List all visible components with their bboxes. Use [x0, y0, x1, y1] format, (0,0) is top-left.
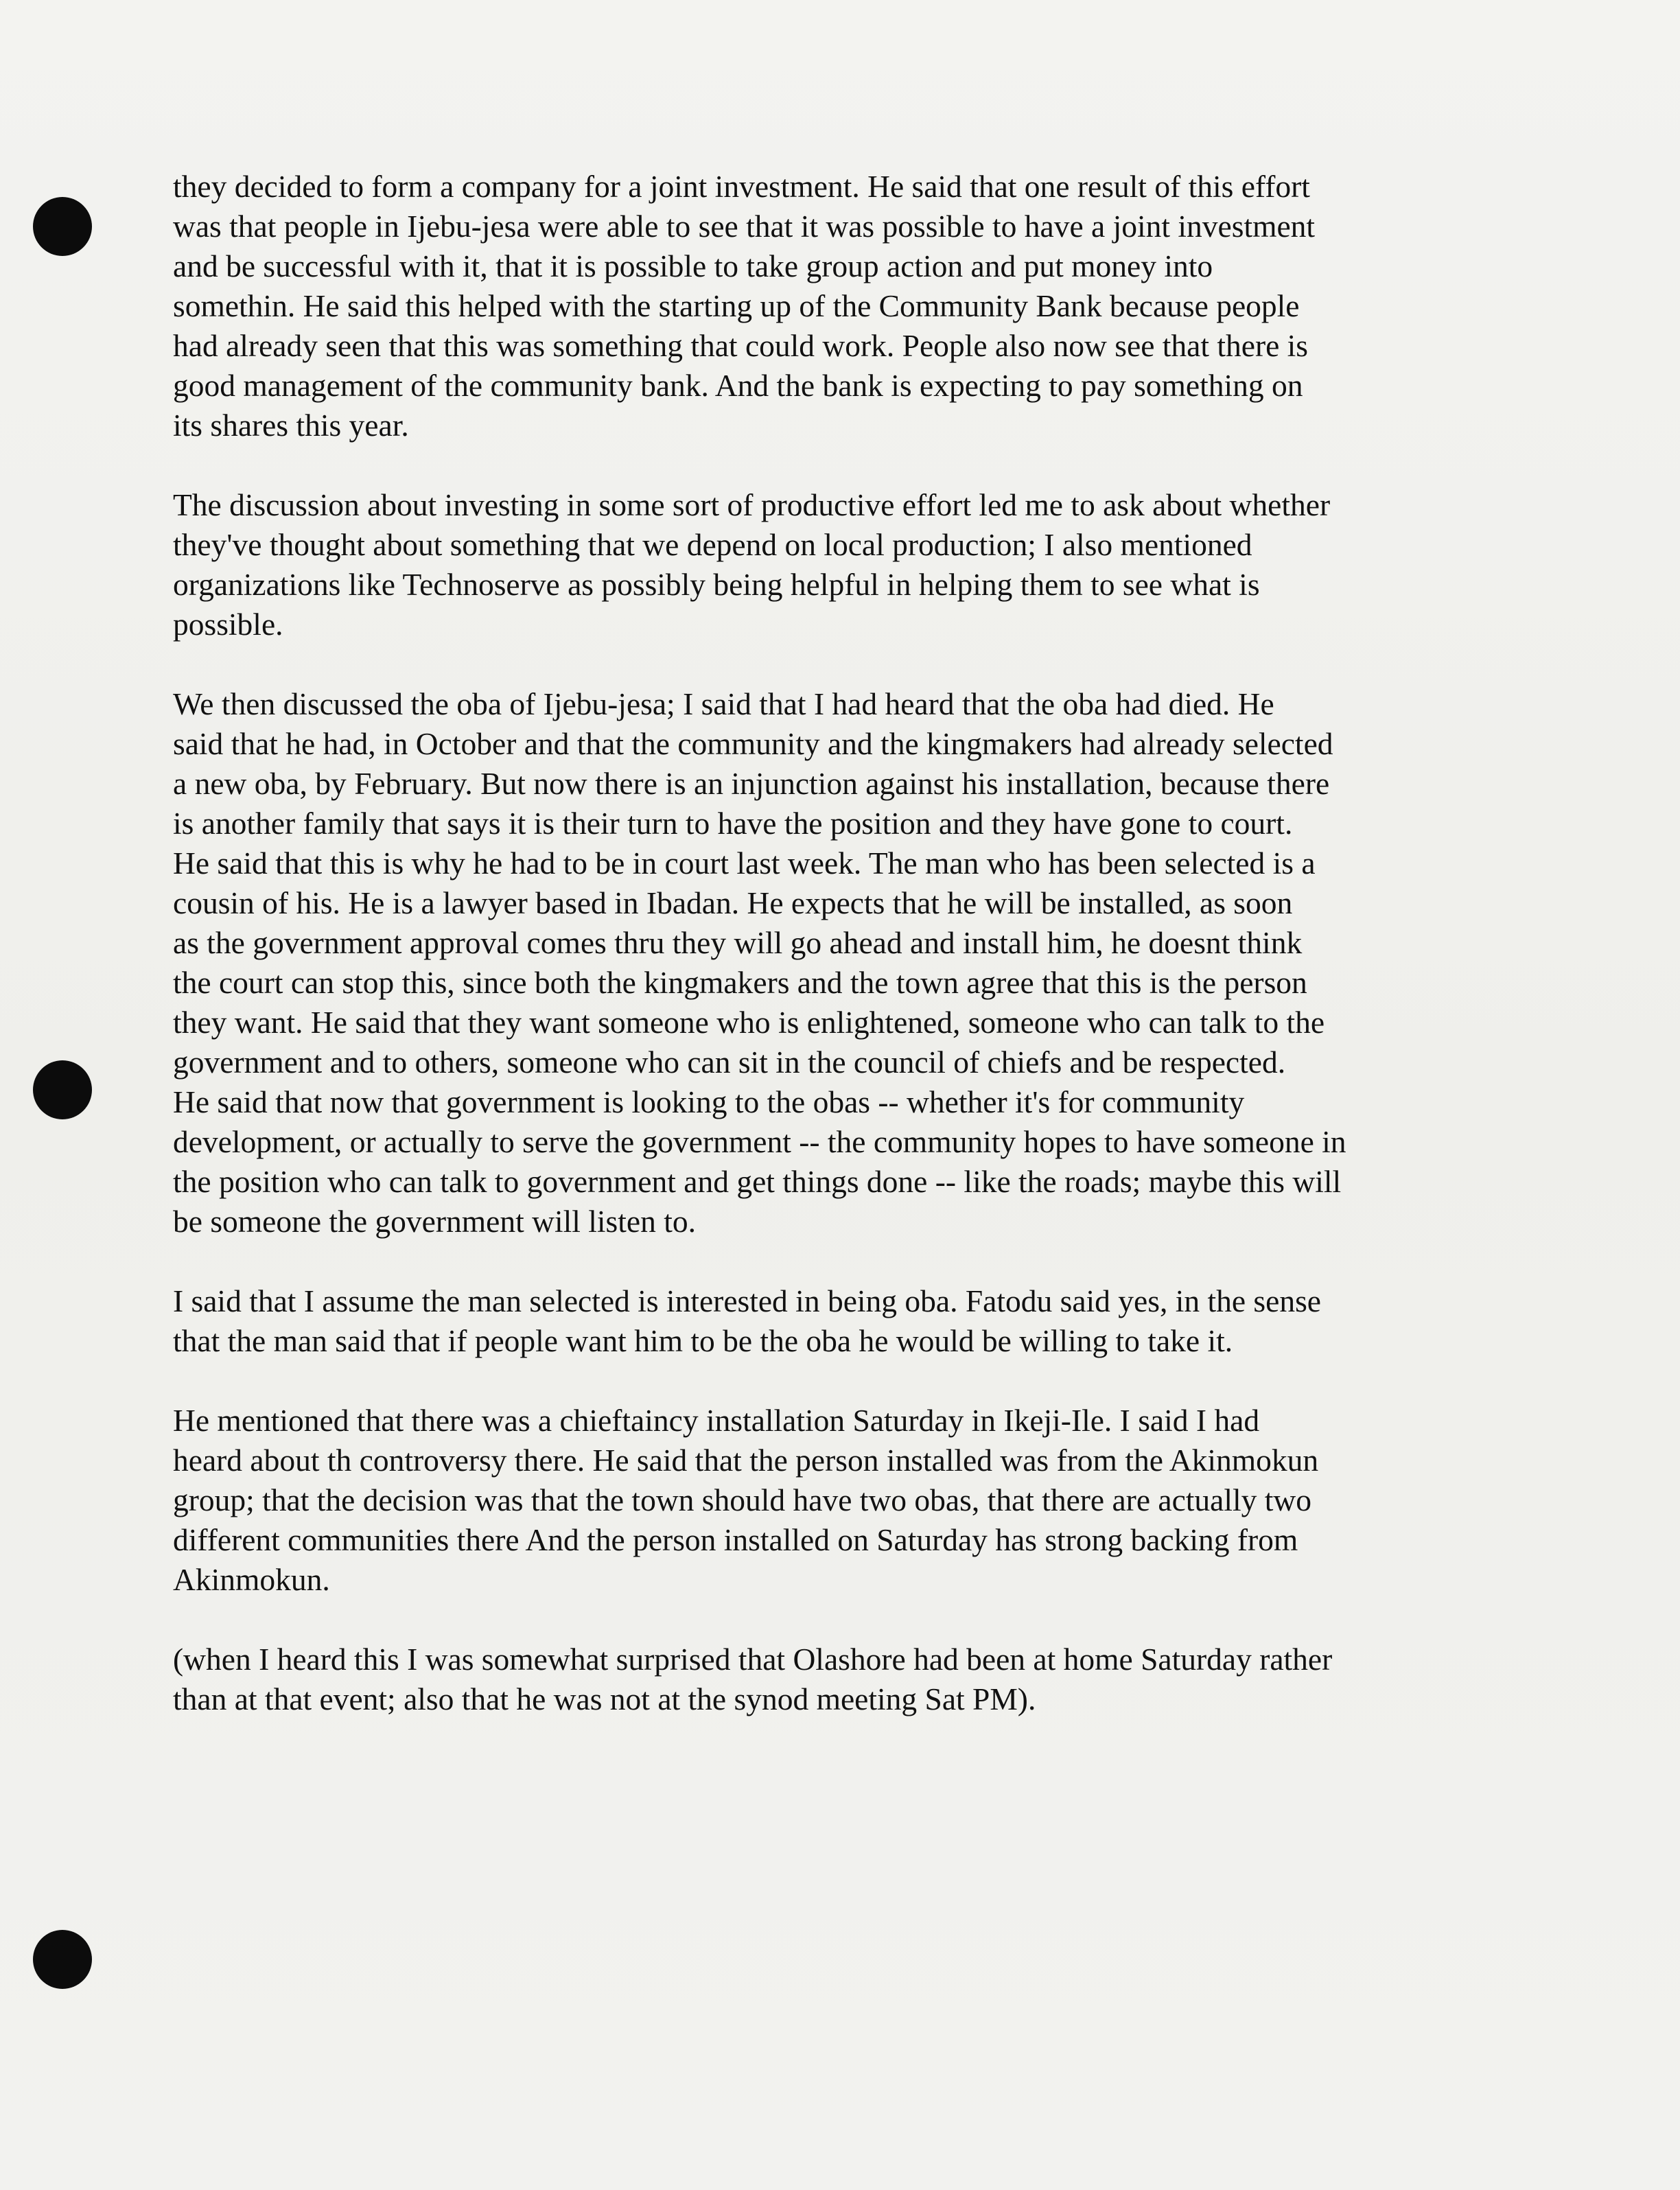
- binder-hole-middle: [33, 1060, 92, 1119]
- text-line: We then discussed the oba of Ijebu-jesa; I said that I had heard that the oba had died. He: [173, 686, 1274, 721]
- text-line: and be successful with it, that it is possible to take group action and put money into: [173, 248, 1213, 283]
- document-body: [173, 167, 1497, 1759]
- text-line: had already seen that this was something that could work. People also now see that there is: [173, 328, 1309, 363]
- text-line: government and to others, someone who can sit in the council of chiefs and be respected.: [173, 1045, 1286, 1080]
- text-line: than at that event; also that he was not at the synod meeting Sat PM).: [173, 1681, 1036, 1716]
- text-line: somethin. He said this helped with the starting up of the Community Bank because people: [173, 288, 1300, 323]
- binder-hole-bottom: [33, 1930, 92, 1989]
- text-line: as the government approval comes thru they will go ahead and install him, he doesnt think: [173, 925, 1303, 960]
- binder-hole-top: [33, 197, 92, 256]
- text-line: was that people in Ijebu-jesa were able to see that it was possible to have a joint investment: [173, 209, 1316, 244]
- text-line: its shares this year.: [173, 408, 409, 443]
- paragraph-2: [173, 485, 1497, 644]
- text-line: the position who can talk to government and get things done -- like the roads; maybe this will: [173, 1164, 1342, 1199]
- text-line: good management of the community bank. And the bank is expecting to pay something on: [173, 368, 1303, 403]
- text-line: organizations like Technoserve as possibly being helpful in helping them to see what is: [173, 567, 1260, 602]
- text-line: The discussion about investing in some sort of productive effort led me to ask about whether: [173, 487, 1331, 522]
- text-line: they decided to form a company for a joint investment. He said that one result of this effort: [173, 169, 1310, 204]
- text-line: He said that this is why he had to be in court last week. The man who has been selected is a: [173, 846, 1316, 881]
- text-line: they want. He said that they want someone who is enlightened, someone who can talk to the: [173, 1005, 1325, 1040]
- text-line: is another family that says it is their turn to have the position and they have gone to court.: [173, 806, 1293, 841]
- text-line: development, or actually to serve the government -- the community hopes to have someone in: [173, 1124, 1346, 1159]
- paragraph-6: [173, 1640, 1497, 1719]
- text-line: they've thought about something that we depend on local production; I also mentioned: [173, 527, 1252, 562]
- paragraph-1: [173, 167, 1497, 445]
- text-line: different communities there And the person installed on Saturday has strong backing from: [173, 1522, 1298, 1557]
- text-line: heard about th controversy there. He said that the person installed was from the Akinmokun: [173, 1443, 1319, 1478]
- text-line: be someone the government will listen to.: [173, 1204, 696, 1239]
- text-line: that the man said that if people want him to be the oba he would be willing to take it.: [173, 1323, 1233, 1358]
- paragraph-3: [173, 684, 1497, 1242]
- paragraph-5: [173, 1401, 1497, 1600]
- text-line: (when I heard this I was somewhat surprised that Olashore had been at home Saturday rather: [173, 1642, 1333, 1677]
- text-line: a new oba, by February. But now there is an injunction against his installation, because there: [173, 766, 1330, 801]
- text-line: Akinmokun.: [173, 1562, 330, 1597]
- text-line: He said that now that government is looking to the obas -- whether it's for community: [173, 1084, 1245, 1119]
- text-line: He mentioned that there was a chieftaincy installation Saturday in Ikeji-Ile. I said I had: [173, 1403, 1260, 1438]
- text-line: the court can stop this, since both the kingmakers and the town agree that this is the person: [173, 965, 1307, 1000]
- text-line: said that he had, in October and that the community and the kingmakers had already selected: [173, 726, 1333, 761]
- paragraph-4: [173, 1281, 1497, 1361]
- text-line: group; that the decision was that the town should have two obas, that there are actually two: [173, 1482, 1312, 1517]
- text-line: I said that I assume the man selected is interested in being oba. Fatodu said yes, in the sense: [173, 1283, 1321, 1318]
- text-line: cousin of his. He is a lawyer based in Ibadan. He expects that he will be installed, as soon: [173, 885, 1293, 920]
- text-line: possible.: [173, 607, 283, 642]
